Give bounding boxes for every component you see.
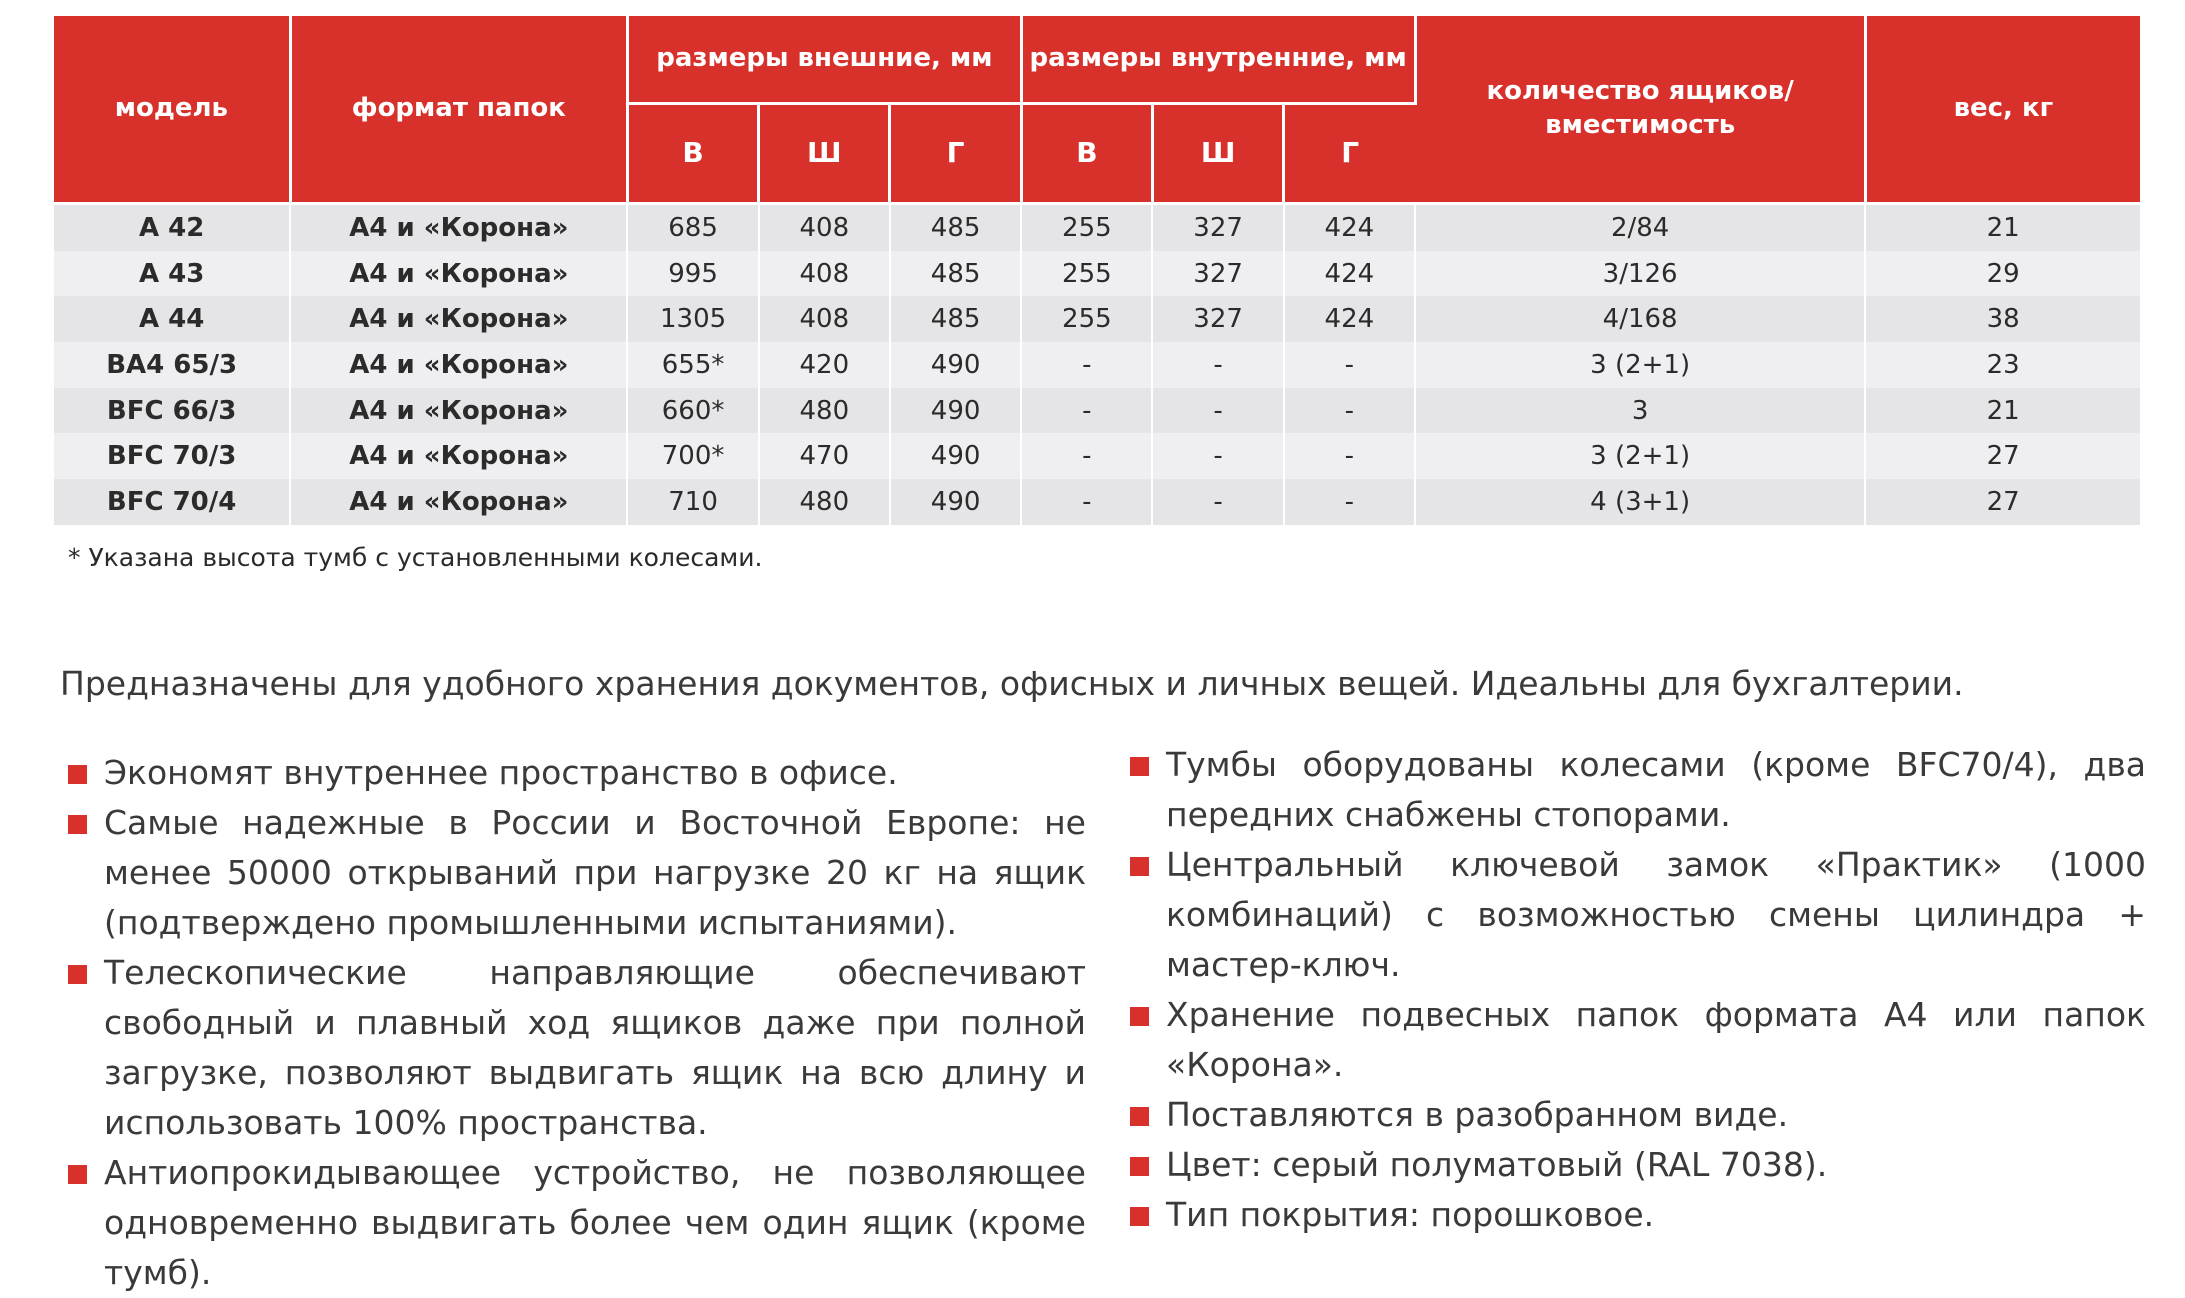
outer-depth-cell: 485 xyxy=(890,296,1021,342)
spec-table xyxy=(54,16,2140,525)
model-cell: A 43 xyxy=(54,251,290,297)
inner-depth-cell: 424 xyxy=(1284,204,1415,251)
drawers-cell: 3 (2+1) xyxy=(1415,433,1865,479)
feature-item xyxy=(1128,990,2146,1090)
model-cell: BFC 70/3 xyxy=(54,433,290,479)
feature-item xyxy=(1128,740,2146,840)
inner-width-cell: - xyxy=(1152,433,1283,479)
inner-height-cell: 255 xyxy=(1021,251,1152,297)
weight-cell: 38 xyxy=(1865,296,2140,342)
header-outer-dimensions: размеры внешние, мм xyxy=(627,16,1021,104)
feature-list-right xyxy=(1128,740,2146,1240)
inner-depth-cell: - xyxy=(1284,388,1415,434)
header-inner-width: Ш xyxy=(1152,104,1283,204)
outer-width-cell: 470 xyxy=(759,433,890,479)
header-inner-dimensions: размеры внутренние, мм xyxy=(1021,16,1415,104)
red-square-bullet-icon xyxy=(68,815,87,834)
inner-width-cell: - xyxy=(1152,342,1283,388)
header-weight: вес, кг xyxy=(1865,16,2140,204)
model-cell: BFC 70/4 xyxy=(54,479,290,525)
feature-item xyxy=(1128,840,2146,990)
inner-height-cell: - xyxy=(1021,388,1152,434)
inner-depth-cell: 424 xyxy=(1284,296,1415,342)
header-inner-depth: Г xyxy=(1284,104,1415,204)
feature-text: Тип покрытия: порошковое. xyxy=(1166,1195,1655,1234)
weight-cell: 27 xyxy=(1865,479,2140,525)
weight-cell: 27 xyxy=(1865,433,2140,479)
outer-depth-cell: 490 xyxy=(890,479,1021,525)
header-format: формат папок xyxy=(290,16,627,204)
model-cell: A 44 xyxy=(54,296,290,342)
red-square-bullet-icon xyxy=(1130,1007,1149,1026)
feature-text: Тумбы оборудованы колесами (кроме BFC70/4), два передних снабжены стопорами. xyxy=(1166,745,2146,834)
outer-width-cell: 408 xyxy=(759,204,890,251)
table-row xyxy=(54,388,2140,434)
intro-text: Предназначены для удобного хранения документов, офисных и личных вещей. Идеальны для бухгалтерии. xyxy=(60,664,1964,703)
format-cell: А4 и «Корона» xyxy=(290,204,627,251)
inner-depth-cell: - xyxy=(1284,342,1415,388)
model-cell: A 42 xyxy=(54,204,290,251)
inner-height-cell: - xyxy=(1021,342,1152,388)
inner-width-cell: 327 xyxy=(1152,251,1283,297)
feature-item xyxy=(1128,1190,2146,1240)
weight-cell: 21 xyxy=(1865,388,2140,434)
outer-width-cell: 408 xyxy=(759,251,890,297)
outer-depth-cell: 490 xyxy=(890,433,1021,479)
table-row xyxy=(54,251,2140,297)
outer-width-cell: 480 xyxy=(759,479,890,525)
drawers-cell: 3 xyxy=(1415,388,1865,434)
header-outer-depth: Г xyxy=(890,104,1021,204)
outer-height-cell: 660* xyxy=(627,388,758,434)
red-square-bullet-icon xyxy=(1130,1207,1149,1226)
feature-item xyxy=(1128,1090,2146,1140)
inner-height-cell: 255 xyxy=(1021,204,1152,251)
drawers-cell: 2/84 xyxy=(1415,204,1865,251)
format-cell: А4 и «Корона» xyxy=(290,296,627,342)
format-cell: А4 и «Корона» xyxy=(290,433,627,479)
header-model: модель xyxy=(54,16,290,204)
weight-cell: 21 xyxy=(1865,204,2140,251)
feature-item xyxy=(66,798,1086,948)
inner-width-cell: - xyxy=(1152,388,1283,434)
inner-width-cell: 327 xyxy=(1152,204,1283,251)
header-inner-height: В xyxy=(1021,104,1152,204)
outer-height-cell: 655* xyxy=(627,342,758,388)
feature-item xyxy=(66,948,1086,1148)
red-square-bullet-icon xyxy=(1130,1157,1149,1176)
inner-width-cell: - xyxy=(1152,479,1283,525)
outer-height-cell: 685 xyxy=(627,204,758,251)
weight-cell: 29 xyxy=(1865,251,2140,297)
feature-text: Экономят внутреннее пространство в офисе. xyxy=(104,753,898,792)
inner-depth-cell: - xyxy=(1284,479,1415,525)
outer-width-cell: 480 xyxy=(759,388,890,434)
feature-text: Поставляются в разобранном виде. xyxy=(1166,1095,1789,1134)
feature-text: Антиопрокидывающее устройство, не позволяющее одновременно выдвигать более чем один ящик (кроме тумб). xyxy=(104,1153,1086,1292)
red-square-bullet-icon xyxy=(68,765,87,784)
table-row xyxy=(54,479,2140,525)
outer-depth-cell: 485 xyxy=(890,251,1021,297)
inner-depth-cell: 424 xyxy=(1284,251,1415,297)
outer-depth-cell: 485 xyxy=(890,204,1021,251)
feature-text: Цвет: серый полуматовый (RAL 7038). xyxy=(1166,1145,1828,1184)
drawers-cell: 4/168 xyxy=(1415,296,1865,342)
outer-width-cell: 408 xyxy=(759,296,890,342)
outer-depth-cell: 490 xyxy=(890,342,1021,388)
feature-text: Телескопические направляющие обеспечивают свободный и плавный ход ящиков даже при полной загрузке, позволяют выдвигать ящик на всю длину и использовать 100% пространства. xyxy=(104,953,1086,1142)
format-cell: А4 и «Корона» xyxy=(290,251,627,297)
feature-text: Самые надежные в России и Восточной Европе: не менее 50000 открываний при нагрузке 20 кг на ящик (подтверждено промышленными испытаниями). xyxy=(104,803,1086,942)
model-cell: BFC 66/3 xyxy=(54,388,290,434)
red-square-bullet-icon xyxy=(1130,857,1149,876)
footnote: * Указана высота тумб с установленными колесами. xyxy=(68,543,763,572)
table-row xyxy=(54,433,2140,479)
outer-height-cell: 700* xyxy=(627,433,758,479)
format-cell: А4 и «Корона» xyxy=(290,388,627,434)
outer-width-cell: 420 xyxy=(759,342,890,388)
outer-height-cell: 995 xyxy=(627,251,758,297)
table-row xyxy=(54,204,2140,251)
table-row xyxy=(54,342,2140,388)
header-outer-height: В xyxy=(627,104,758,204)
drawers-cell: 4 (3+1) xyxy=(1415,479,1865,525)
outer-height-cell: 710 xyxy=(627,479,758,525)
red-square-bullet-icon xyxy=(68,1165,87,1184)
feature-item xyxy=(66,748,1086,798)
inner-height-cell: 255 xyxy=(1021,296,1152,342)
outer-height-cell: 1305 xyxy=(627,296,758,342)
inner-depth-cell: - xyxy=(1284,433,1415,479)
table-body xyxy=(54,204,2140,525)
drawers-cell: 3 (2+1) xyxy=(1415,342,1865,388)
inner-height-cell: - xyxy=(1021,433,1152,479)
inner-height-cell: - xyxy=(1021,479,1152,525)
feature-item xyxy=(66,1148,1086,1298)
feature-text: Центральный ключевой замок «Практик» (1000 комбинаций) с возможностью смены цилиндра + мастер-ключ. xyxy=(1166,845,2146,984)
red-square-bullet-icon xyxy=(1130,757,1149,776)
format-cell: А4 и «Корона» xyxy=(290,479,627,525)
table-row xyxy=(54,296,2140,342)
weight-cell: 23 xyxy=(1865,342,2140,388)
drawers-cell: 3/126 xyxy=(1415,251,1865,297)
feature-text: Хранение подвесных папок формата А4 или папок «Корона». xyxy=(1166,995,2146,1084)
red-square-bullet-icon xyxy=(1130,1107,1149,1126)
red-square-bullet-icon xyxy=(68,965,87,984)
format-cell: А4 и «Корона» xyxy=(290,342,627,388)
model-cell: BA4 65/3 xyxy=(54,342,290,388)
header-outer-width: Ш xyxy=(759,104,890,204)
outer-depth-cell: 490 xyxy=(890,388,1021,434)
feature-item xyxy=(1128,1140,2146,1190)
inner-width-cell: 327 xyxy=(1152,296,1283,342)
feature-list-left xyxy=(66,748,1086,1298)
header-drawers-capacity: количество ящиков/ вместимость xyxy=(1415,16,1865,204)
